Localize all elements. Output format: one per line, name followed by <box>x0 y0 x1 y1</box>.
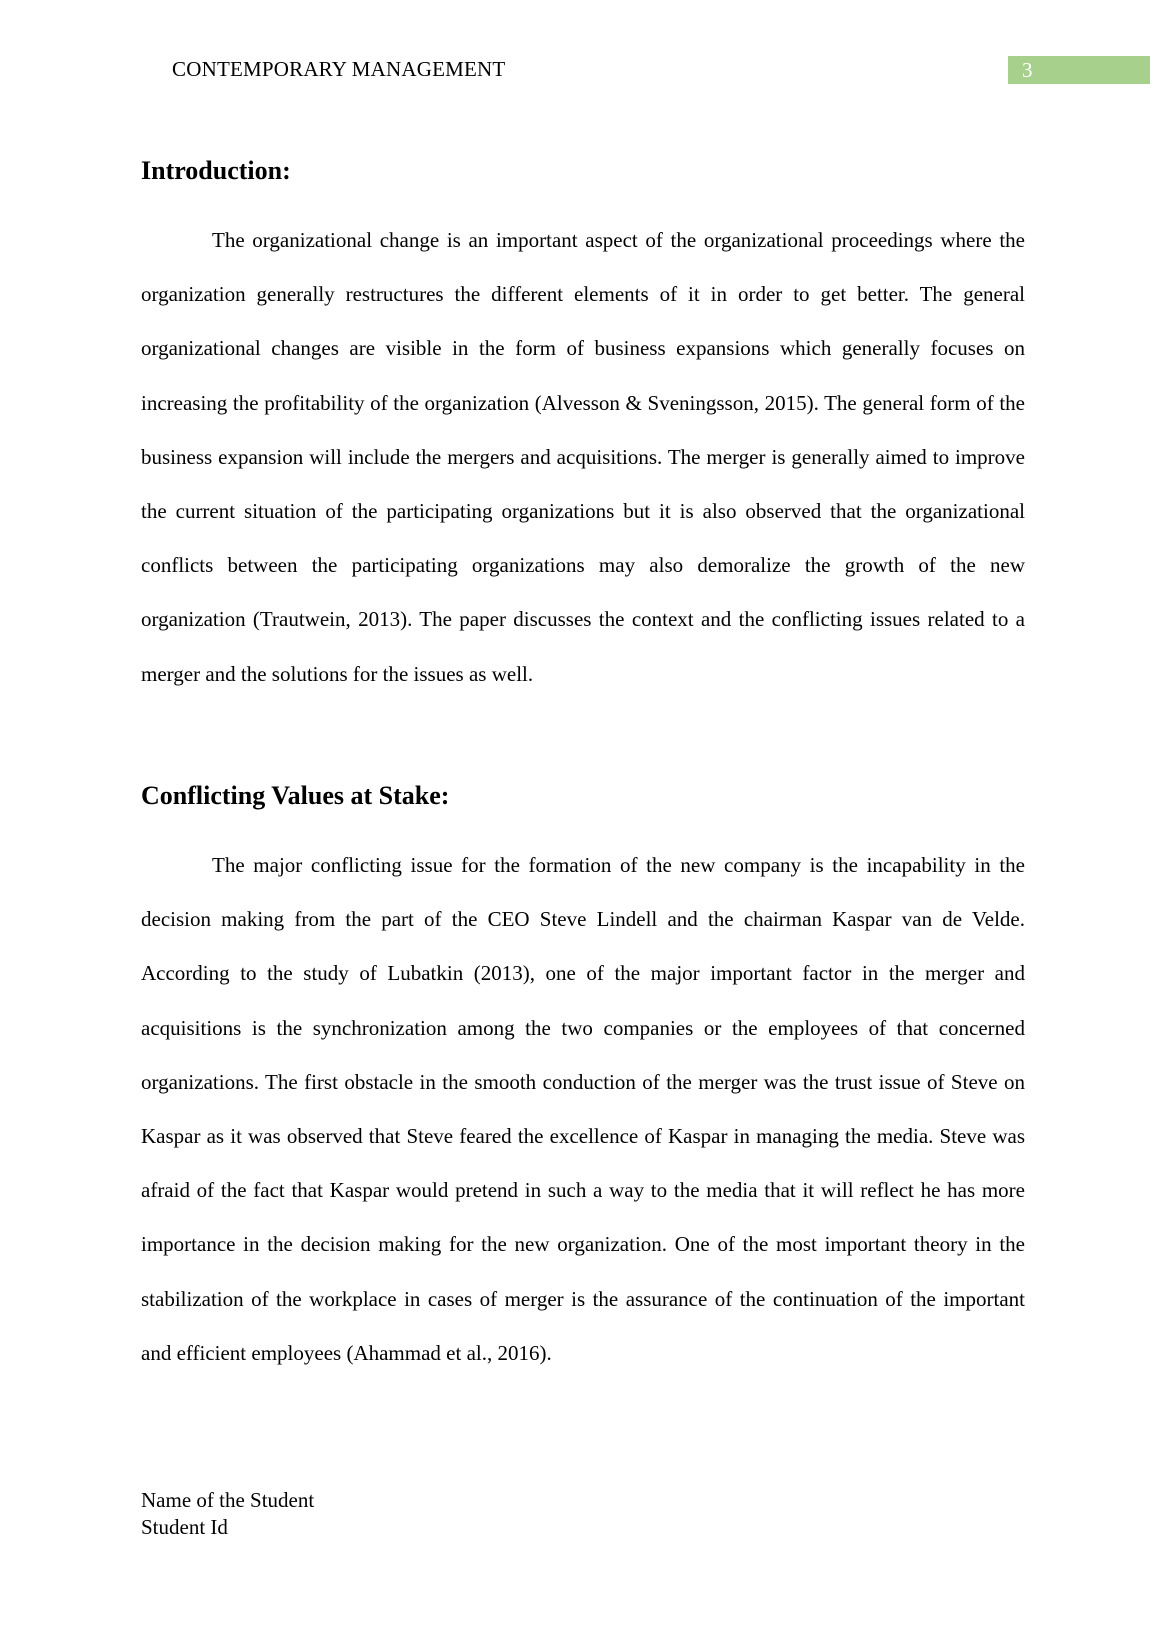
section-heading-conflicting-values: Conflicting Values at Stake: <box>141 781 450 810</box>
page-number: 3 <box>1008 56 1150 84</box>
introduction-paragraph: The organizational change is an important aspect of the organizational proceedings where the organization generally restructures the different elements of it in order to get better. The general organizational changes are visible in the form of business expansions which generally focuses on increasing the profitability of the organization (Alvesson & Sveningsson, 2015). The general form of the business expansion will include the mergers and acquisitions. The merger is generally aimed to improve the current situation of the participating organizations but it is also observed that the organizational conflicts between the participating organizations may also demoralize the growth of the new organization (Trautwein, 2013). The paper discusses the context and the conflicting issues related to a merger and the solutions for the issues as well. <box>141 228 1025 686</box>
running-header-title: CONTEMPORARY MANAGEMENT <box>172 57 506 81</box>
student-id: Student Id <box>141 1515 228 1539</box>
section-heading-introduction: Introduction: <box>141 156 291 185</box>
conflicting-values-paragraph: The major conflicting issue for the formation of the new company is the incapability in the decision making from the part of the CEO Steve Lindell and the chairman Kaspar van de Velde. According to the study of Lubatkin (2013), one of the major important factor in the merger and acquisitions is the synchronization among the two companies or the employees of that concerned organizations. The first obstacle in the smooth conduction of the merger was the trust issue of Steve on Kaspar as it was observed that Steve feared the excellence of Kaspar in managing the media. Steve was afraid of the fact that Kaspar would pretend in such a way to the media that it will reflect he has more importance in the decision making for the new organization. One of the most important theory in the stabilization of the workplace in cases of merger is the assurance of the continuation of the important and efficient employees (Ahammad et al., 2016). <box>141 853 1025 1365</box>
student-name: Name of the Student <box>141 1488 315 1512</box>
